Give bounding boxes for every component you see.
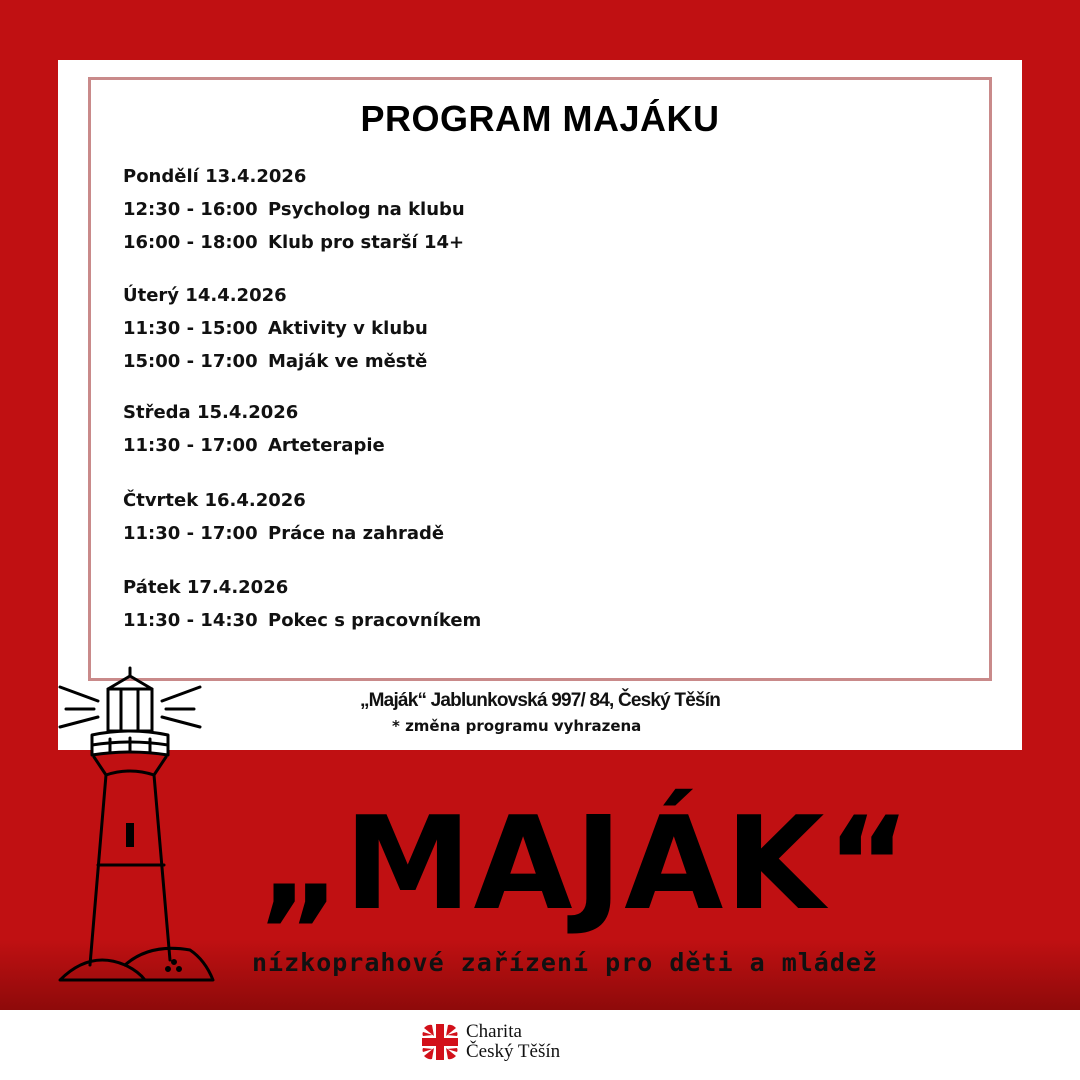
- schedule-entry: [123, 604, 481, 637]
- entry-activity: Práce na zahradě: [268, 523, 445, 544]
- schedule-list: [123, 160, 481, 637]
- day-label: Pondělí 13.4.2026: [123, 166, 307, 187]
- page-title: PROGRAM MAJÁKU: [360, 98, 720, 139]
- day-block-monday: [123, 160, 481, 259]
- day-block-thursday: [123, 484, 481, 550]
- majak-big-title: „MAJÁK“: [258, 790, 913, 939]
- schedule-entry: [123, 193, 481, 226]
- entry-activity: Maják ve městě: [268, 351, 428, 372]
- entry-time: 11:30 - 17:00: [123, 435, 258, 456]
- entry-time: 16:00 - 18:00: [123, 232, 258, 253]
- charita-logo: [420, 1022, 560, 1062]
- schedule-entry: [123, 429, 481, 462]
- entry-time: 11:30 - 15:00: [123, 318, 258, 339]
- entry-time: 11:30 - 14:30: [123, 610, 258, 631]
- schedule-entry: [123, 345, 481, 378]
- schedule-entry: [123, 517, 481, 550]
- entry-time: 15:00 - 17:00: [123, 351, 258, 372]
- logo-line-2: Český Těšín: [466, 1041, 561, 1062]
- entry-activity: Psycholog na klubu: [268, 199, 465, 220]
- day-block-friday: [123, 571, 481, 637]
- entry-activity: Klub pro starší 14+: [268, 232, 465, 253]
- entry-activity: Arteterapie: [268, 435, 385, 456]
- schedule-entry: [123, 226, 481, 259]
- entry-activity: Aktivity v klubu: [268, 318, 428, 339]
- entry-time: 11:30 - 17:00: [123, 523, 258, 544]
- address-text: „Maják“ Jablunkovská 997/ 84, Český Těšín: [359, 690, 721, 711]
- day-label: Středa 15.4.2026: [123, 402, 299, 423]
- majak-subtitle: nízkoprahové zařízení pro děti a mládež: [252, 948, 878, 977]
- program-box: [88, 77, 992, 681]
- day-block-tuesday: [123, 279, 481, 378]
- day-label: Pátek 17.4.2026: [123, 577, 289, 598]
- charita-cross-icon: [420, 1022, 460, 1062]
- schedule-entry: [123, 312, 481, 345]
- logo-line-1: Charita: [466, 1021, 522, 1042]
- charita-logo-text: [466, 1022, 560, 1062]
- day-block-wednesday: [123, 396, 481, 462]
- lighthouse-icon: [50, 665, 220, 985]
- day-label: Čtvrtek 16.4.2026: [123, 490, 306, 511]
- day-label: Úterý 14.4.2026: [123, 285, 287, 306]
- entry-activity: Pokec s pracovníkem: [268, 610, 482, 631]
- program-change-note: * změna programu vyhrazena: [392, 717, 642, 735]
- entry-time: 12:30 - 16:00: [123, 199, 258, 220]
